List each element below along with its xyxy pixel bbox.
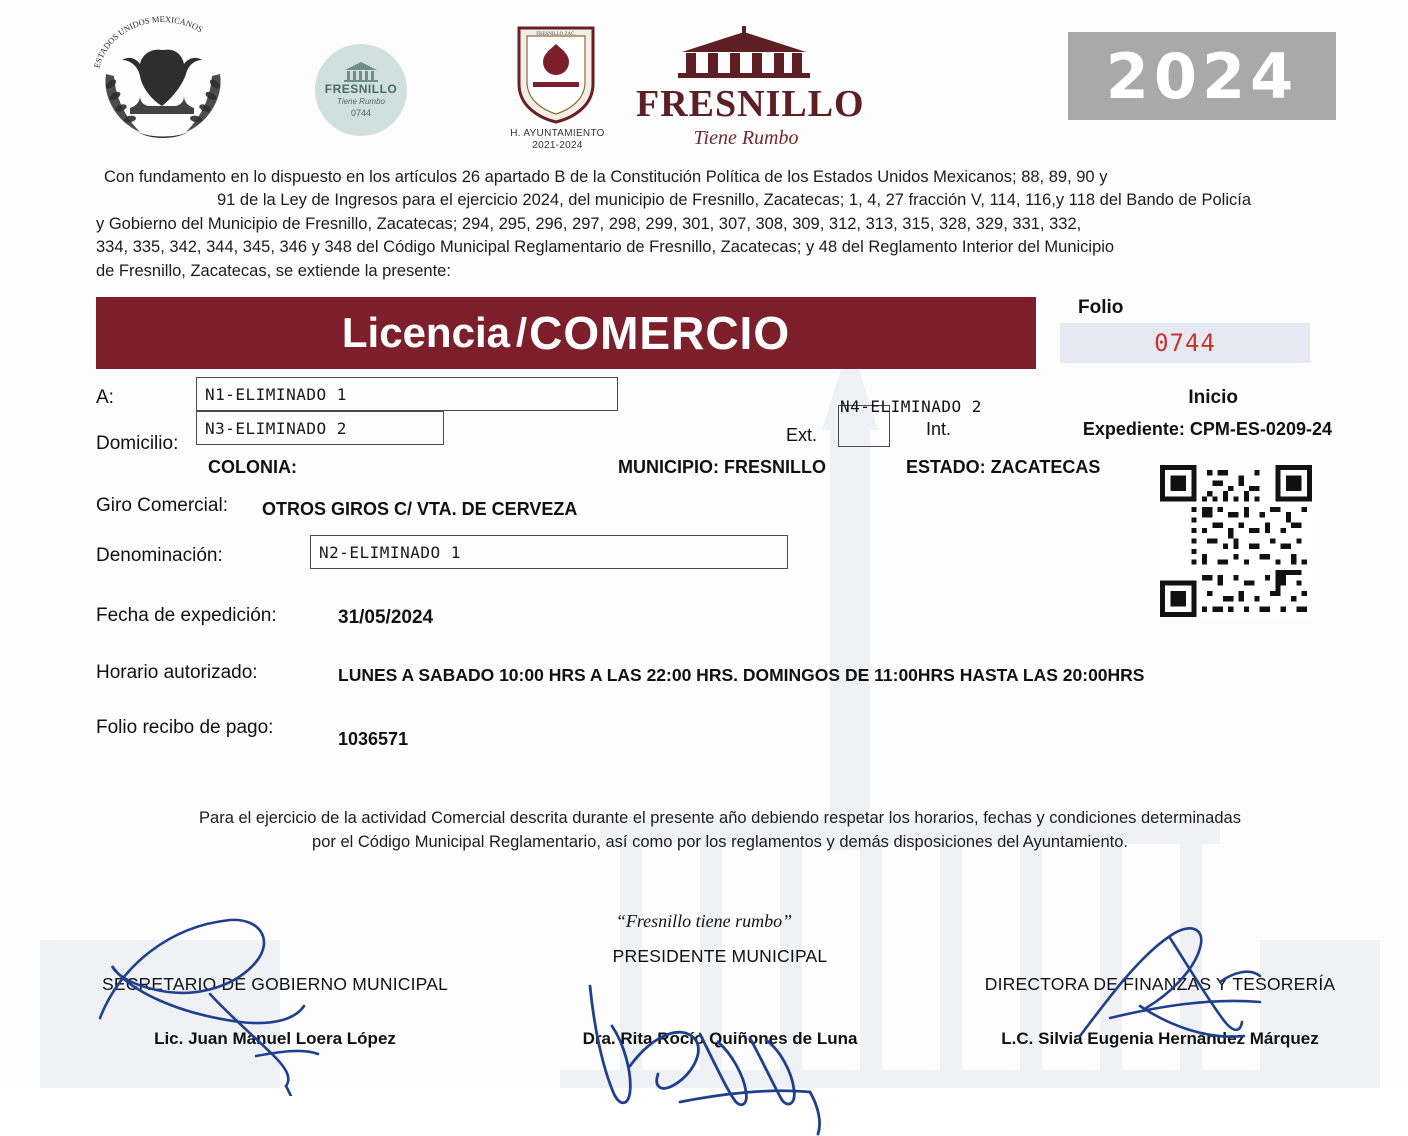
folio-box: [1060, 297, 1310, 369]
field-a[interactable]: [196, 377, 618, 411]
year-box: 2024: [1068, 32, 1336, 120]
label-domicilio: Domicilio:: [96, 433, 179, 455]
badge-building-icon: [341, 61, 381, 83]
label-ext: Ext.: [786, 425, 818, 446]
field-domicilio[interactable]: [196, 411, 444, 445]
logo-tagline: Tiene Rumbo: [693, 127, 799, 149]
label-estado: ESTADO: ZACATECAS: [906, 457, 1101, 478]
label-fecha: Fecha de expedición:: [96, 605, 277, 627]
logo-wordmark: FRESNILLO: [636, 83, 865, 125]
signature-block-secretario: [40, 974, 510, 1049]
fresnillo-logo: [636, 26, 865, 149]
license-title-bar: [96, 297, 1036, 369]
label-denominacion: Denominación:: [96, 545, 223, 567]
title-comercio: COMERCIO: [529, 307, 791, 360]
svg-text:ESTADOS UNIDOS MEXICANOS: ESTADOS UNIDOS MEXICANOS: [91, 14, 205, 70]
footer-paragraph: [92, 807, 1348, 855]
field-folio-recibo-value: 1036571: [338, 729, 409, 750]
label-a: A:: [96, 387, 114, 409]
shield-caption-line1: H. AYUNTAMIENTO: [510, 128, 605, 139]
signature-area: [0, 936, 1408, 1096]
shield-caption-line2: 2021-2024: [532, 140, 583, 151]
folio-value-container: [1060, 323, 1310, 363]
legal-line-2: 91 de la Ley de Ingresos para el ejercicio 2024, del municipio de Fresnillo, Zacatecas; 1, 4, 27 fracción V, 114, 116,y 118 del Bando de Policía: [216, 191, 1252, 210]
badge-number: 0744: [350, 108, 372, 119]
signature-name-secretario: Lic. Juan Manuel Loera López: [154, 1028, 396, 1048]
legal-paragraph: [96, 166, 1372, 283]
qr-code: [1160, 465, 1312, 617]
label-horario: Horario autorizado:: [96, 662, 258, 684]
shield-caption: [495, 128, 620, 152]
label-inicio: Inicio: [1188, 387, 1238, 409]
label-expediente: Expediente: CPM-ES-0209-24: [1082, 419, 1332, 440]
signature-name-directora: L.C. Silvia Eugenia Hernández Márquez: [1001, 1028, 1319, 1048]
badge-sub: Tiene Rumbo: [337, 97, 385, 107]
label-colonia: COLONIA:: [208, 457, 297, 478]
footer-line-1: Para el ejercicio de la actividad Comercial descrita durante el presente año debiendo respetar los horarios, fechas y condiciones determinadas: [199, 809, 1241, 828]
label-int: Int.: [926, 419, 952, 440]
field-domicilio-value: N3-ELIMINADO 2: [205, 418, 347, 438]
legal-line-5: de Fresnillo, Zacatecas, se extiende la presente:: [96, 261, 451, 280]
fresnillo-round-badge: [315, 44, 407, 136]
title-licencia: Licencia: [341, 309, 510, 357]
license-form: [0, 377, 1408, 807]
footer-line-2: por el Código Municipal Reglamentario, así como por los reglamentos y demás disposiciones del Ayuntamiento.: [312, 833, 1128, 852]
field-denominacion[interactable]: [310, 535, 788, 569]
signature-name-presidente: Dra. Rita Rocío Quiñones de Luna: [582, 1028, 858, 1048]
label-giro: Giro Comercial:: [96, 495, 228, 517]
title-row: [0, 297, 1408, 371]
signature-block-directora: [940, 974, 1380, 1049]
signature-block-presidente: [500, 946, 940, 1049]
logo-building-icon: [656, 26, 836, 78]
folio-label: Folio: [1078, 297, 1124, 319]
mexican-coat-of-arms-icon: [78, 14, 248, 146]
label-folio-recibo: Folio recibo de pago:: [96, 717, 274, 739]
field-horario-value: LUNES A SABADO 10:00 HRS A LAS 22:00 HRS. DOMINGOS DE 11:00HRS HASTA LAS 20:00HRS: [338, 665, 1145, 686]
badge-name: FRESNILLO: [324, 82, 398, 97]
label-municipio: MUNICIPIO: FRESNILLO: [618, 457, 826, 478]
field-giro-value: OTROS GIROS C/ VTA. DE CERVEZA: [262, 499, 578, 520]
legal-line-3: y Gobierno del Municipio de Fresnillo, Zacatecas; 294, 295, 296, 297, 298, 299, 301, 307, 308, 309, 312, 313, 315, 328, 329, 331, 332,: [96, 214, 1082, 233]
field-int-value: N4-ELIMINADO 2: [840, 397, 982, 417]
municipal-shield-icon: [513, 22, 599, 126]
folio-value: 0744: [1154, 329, 1216, 358]
field-fecha-value: 31/05/2024: [338, 607, 434, 629]
legal-line-1: Con fundamento en lo dispuesto en los artículos 26 apartado B de la Constitución Política de los Estados Unidos Mexicanos; 88, 89, 90 y: [104, 168, 1108, 186]
signature-title-secretario: SECRETARIO DE GOBIERNO MUNICIPAL: [101, 973, 449, 994]
field-denominacion-value: N2-ELIMINADO 1: [319, 542, 461, 562]
signature-title-presidente: PRESIDENTE MUNICIPAL: [612, 945, 828, 966]
motto-text: “Fresnillo tiene rumbo”: [615, 910, 793, 931]
title-slash: /: [515, 310, 528, 355]
signature-title-directora: DIRECTORA DE FINANZAS Y TESORERÍA: [984, 973, 1336, 994]
document-header: [0, 0, 1408, 160]
svg-text:FRESNILLO ZAC.: FRESNILLO ZAC.: [536, 32, 576, 37]
field-a-value: N1-ELIMINADO 1: [205, 384, 347, 404]
legal-line-4: 334, 335, 342, 344, 345, 346 y 348 del Código Municipal Reglamentario de Fresnillo, Zacatecas; y 48 del Reglamento Interior del Municipio: [96, 238, 1115, 257]
